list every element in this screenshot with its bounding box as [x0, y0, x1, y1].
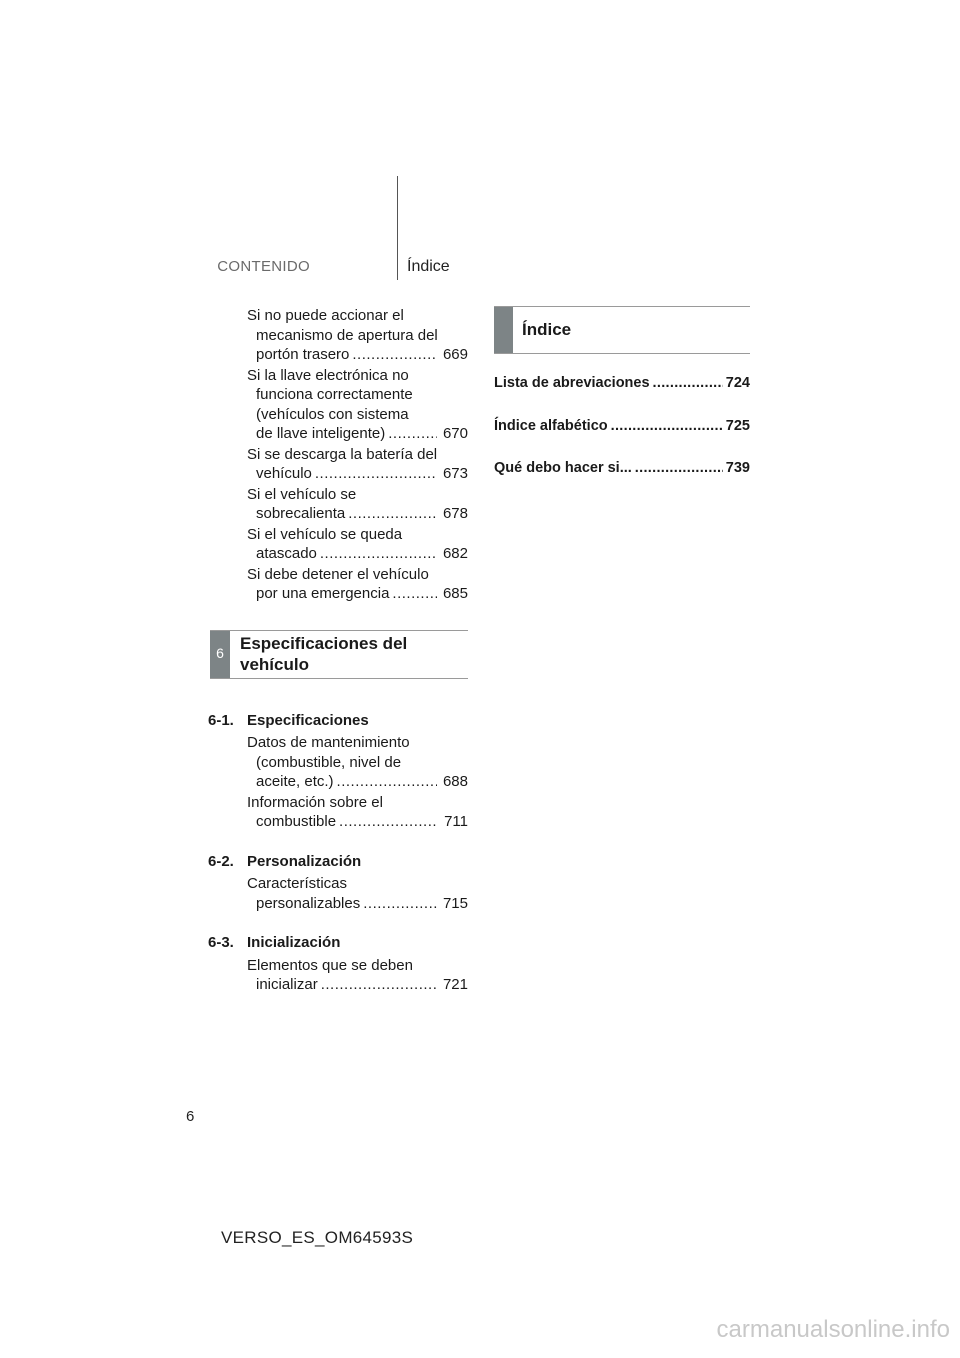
toc-entry-line: Características [247, 875, 348, 892]
toc-group-title: Especificaciones [247, 711, 369, 729]
toc-entry-text: portón trasero [256, 346, 350, 363]
toc-entry[interactable] [208, 565, 468, 604]
toc-entry-text: de llave inteligente) [256, 425, 386, 442]
toc-entry-text: aceite, etc.) [256, 773, 334, 790]
toc-group-title: Personalización [247, 852, 362, 870]
toc-page-number: 685 [442, 585, 468, 602]
toc-entry-line: (vehículos con sistema [256, 405, 409, 423]
section-6-groups [208, 711, 468, 995]
toc-entry-text: inicializar [256, 976, 318, 993]
toc-entry-line: Datos de mantenimiento [247, 734, 410, 751]
toc-entry-last-line [247, 772, 468, 792]
section-6-header [210, 630, 468, 679]
index-entry-label: Índice alfabético [494, 417, 608, 434]
toc-leader-dots [388, 424, 437, 444]
toc-entry-line: Si se descarga la batería del [247, 445, 438, 463]
toc-entry-last-line [247, 464, 468, 484]
toc-page-number: 673 [442, 465, 468, 482]
header-divider [397, 176, 398, 280]
section-6-title: Especificaciones del vehículo [240, 634, 408, 674]
left-column [208, 306, 468, 1015]
toc-group-number: 6-3. [208, 934, 234, 951]
toc-entry-last-line [247, 345, 468, 365]
toc-leader-dots [653, 374, 723, 394]
toc-group-number: 6-2. [208, 852, 234, 870]
index-section-title: Índice [522, 320, 572, 340]
toc-group [208, 852, 468, 914]
toc-entry-last-line [247, 584, 468, 604]
toc-entry-text: sobrecalienta [256, 505, 346, 522]
toc-leader-dots [392, 584, 437, 604]
toc-group-header[interactable] [208, 933, 468, 953]
toc-page-number: 688 [442, 773, 468, 790]
emergency-entries [208, 306, 468, 604]
index-entry[interactable] [494, 417, 750, 437]
toc-entry-text: personalizables [256, 894, 361, 912]
footer-code: VERSO_ES_OM64593S [221, 1228, 414, 1247]
toc-entry-last-line [247, 894, 468, 914]
toc-leader-dots [635, 459, 723, 479]
toc-entry-line: Si la llave electrónica no [247, 366, 409, 384]
toc-page-number: 682 [442, 545, 468, 562]
index-entry-label: Qué debo hacer si... [494, 460, 632, 476]
toc-entry-text: vehículo [256, 465, 312, 482]
toc-entry-line: Si debe detener el vehículo [247, 565, 429, 583]
toc-group [208, 711, 468, 832]
toc-entry-line: Elementos que se deben [247, 956, 413, 974]
toc-group [208, 933, 468, 995]
toc-entry-line: funciona correctamente [256, 386, 413, 403]
toc-entry[interactable] [208, 525, 468, 564]
toc-entry[interactable] [208, 445, 468, 484]
header-contenido[interactable]: CONTENIDO [217, 258, 310, 275]
index-section-header [494, 306, 750, 354]
toc-entry-text: atascado [256, 545, 317, 562]
toc-entry[interactable] [208, 366, 468, 444]
right-column [494, 306, 750, 502]
index-entry[interactable] [494, 459, 750, 479]
toc-entry-text: combustible [256, 813, 337, 830]
toc-entry-line: (combustible, nivel de [256, 753, 402, 771]
toc-page-number: 721 [442, 976, 468, 993]
toc-leader-dots [321, 975, 437, 995]
section-6-tab: 6 [210, 631, 230, 678]
toc-entry[interactable] [208, 306, 468, 365]
toc-group-number: 6-1. [208, 711, 234, 729]
toc-page-number: 711 [444, 813, 468, 830]
index-section-tab [494, 307, 513, 353]
toc-entry-last-line [247, 544, 468, 564]
index-entry-label: Lista de abreviaciones [494, 375, 650, 391]
index-entry-page: 725 [725, 417, 750, 434]
toc-entry-last-line [247, 504, 468, 524]
toc-entry-last-line [247, 812, 468, 832]
index-entry[interactable] [494, 374, 750, 394]
toc-entry-line: mecanismo de apertura del [256, 326, 438, 344]
toc-entry[interactable] [208, 793, 468, 832]
toc-leader-dots [337, 772, 437, 792]
toc-entry-last-line [247, 424, 468, 444]
page-number: 6 [186, 1108, 195, 1125]
index-entry-page: 724 [725, 375, 750, 391]
toc-entry-last-line [247, 975, 468, 995]
toc-group-header[interactable] [208, 711, 468, 731]
header-indice[interactable]: Índice [407, 258, 450, 275]
toc-entry[interactable] [208, 485, 468, 524]
toc-entry-line: Si el vehículo se [247, 485, 357, 503]
toc-leader-dots [352, 345, 437, 365]
toc-leader-dots [611, 417, 723, 437]
toc-group-title: Inicialización [247, 934, 341, 951]
toc-entry[interactable] [208, 874, 468, 913]
watermark: carmanualsonline.info [716, 1316, 950, 1343]
index-entry-page: 739 [725, 460, 750, 476]
toc-page-number: 670 [442, 425, 468, 442]
toc-page-number: 678 [442, 505, 468, 522]
index-rows [494, 374, 750, 479]
toc-leader-dots [320, 544, 437, 564]
toc-entry-line: Información sobre el [247, 793, 383, 811]
toc-entry-line: Si no puede accionar el [247, 307, 404, 324]
toc-entry-text: por una emergencia [256, 585, 390, 602]
toc-leader-dots [339, 812, 438, 832]
toc-group-header[interactable] [208, 852, 468, 872]
toc-entry-line: Si el vehículo se queda [247, 525, 403, 543]
toc-entry[interactable] [208, 733, 468, 792]
toc-page-number: 669 [442, 346, 468, 363]
toc-leader-dots [363, 894, 437, 914]
toc-leader-dots [315, 464, 437, 484]
toc-page-number: 715 [442, 894, 468, 912]
toc-entry[interactable] [208, 956, 468, 995]
toc-leader-dots [348, 504, 437, 524]
